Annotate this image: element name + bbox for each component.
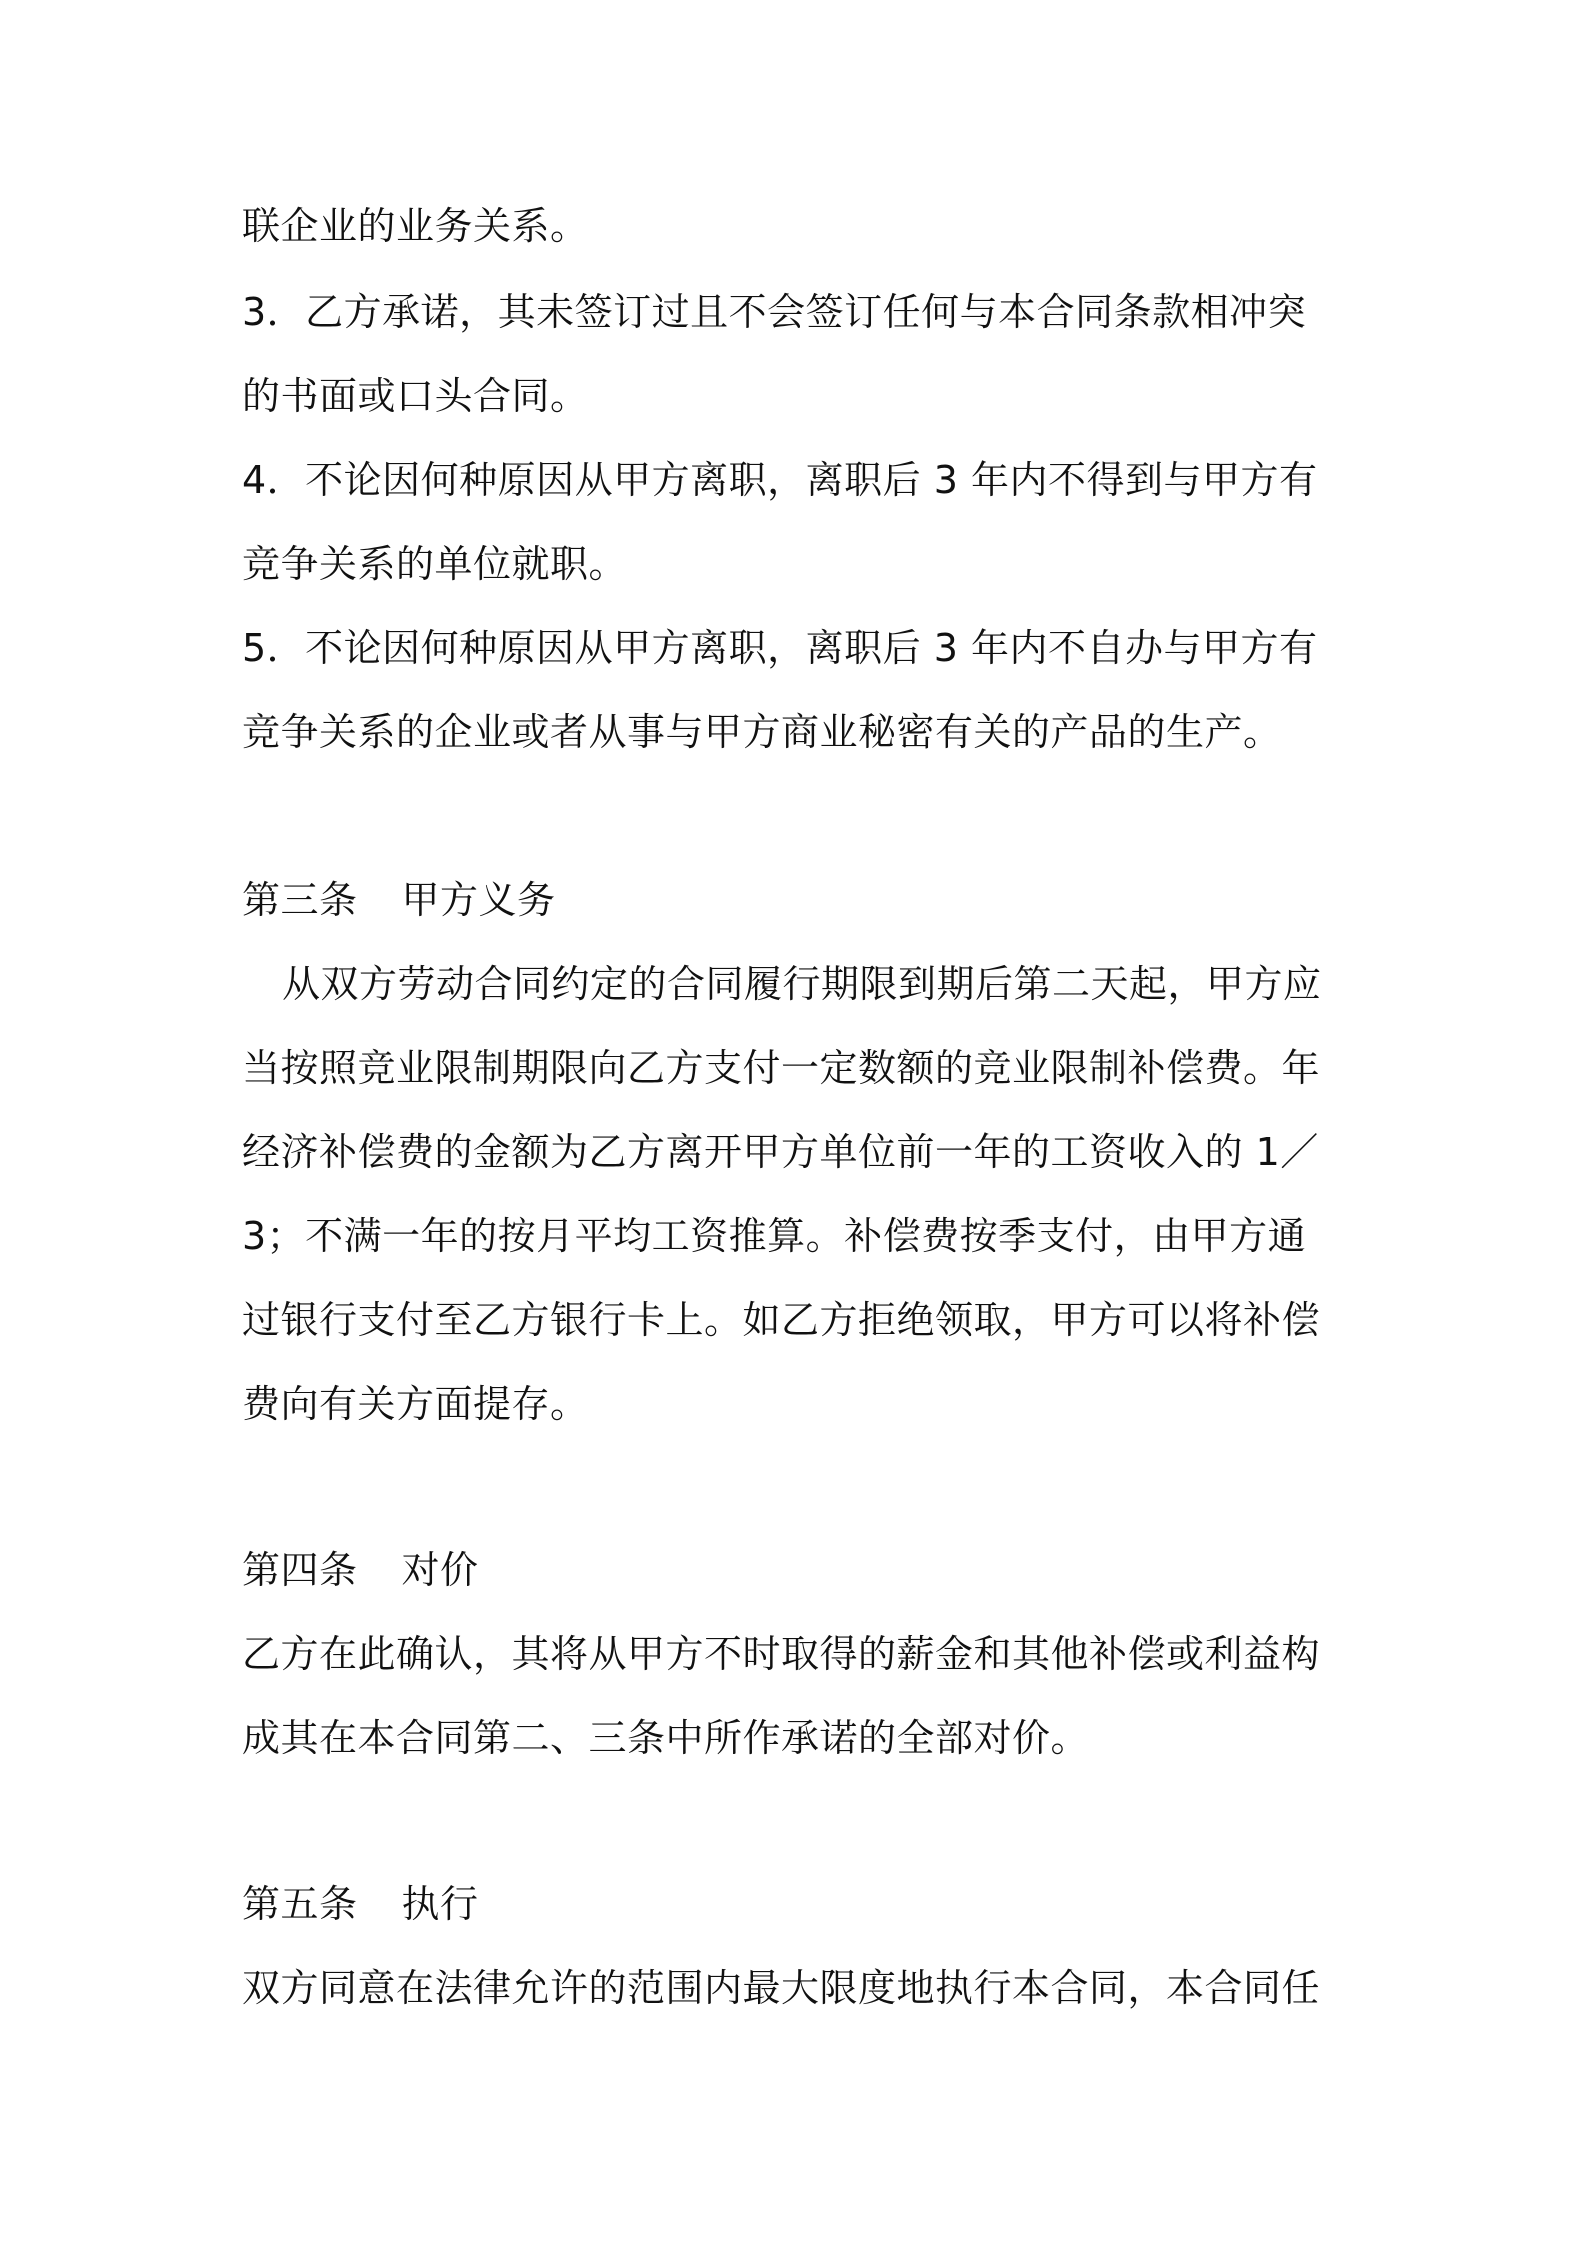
clause-4-line-2: 竞争关系的单位就职。 [242, 542, 628, 586]
article-4-title: 对价 [401, 1548, 479, 1592]
clause-5-line-2: 竞争关系的企业或者从事与甲方商业秘密有关的产品的生产。 [242, 710, 1282, 754]
article-3-line-6: 费向有关方面提存。 [242, 1382, 589, 1426]
article-3-line-4: 3；不满一年的按月平均工资推算。补偿费按季支付，由甲方通 [242, 1214, 1307, 1258]
article-3-title: 甲方义务 [401, 878, 556, 922]
article-5-line-1: 双方同意在法律允许的范围内最大限度地执行本合同，本合同任 [242, 1966, 1321, 2010]
article-3-line-3: 经济补偿费的金额为乙方离开甲方单位前一年的工资收入的 1／ [242, 1130, 1319, 1174]
clause-4-line-1: 4．不论因何种原因从甲方离职，离职后 3 年内不得到与甲方有 [242, 458, 1318, 502]
article-4-line-1: 乙方在此确认，其将从甲方不时取得的薪金和其他补偿或利益构 [242, 1632, 1321, 1676]
clause-5-line-1: 5．不论因何种原因从甲方离职，离职后 3 年内不自办与甲方有 [242, 626, 1318, 670]
article-4-heading [242, 1546, 1362, 1594]
article-5-heading [242, 1880, 1362, 1928]
article-4-number: 第四条 [242, 1548, 358, 1592]
clause-3-line-1: 3．乙方承诺，其未签订过且不会签订任何与本合同条款相冲突 [242, 290, 1307, 334]
clause-3-line-2: 的书面或口头合同。 [242, 374, 589, 418]
article-3-line-1: 从双方劳动合同约定的合同履行期限到期后第二天起，甲方应 [282, 962, 1322, 1006]
article-3-number: 第三条 [242, 878, 358, 922]
article-5-number: 第五条 [242, 1882, 358, 1926]
article-3-line-2: 当按照竞业限制期限向乙方支付一定数额的竞业限制补偿费。年 [242, 1046, 1321, 1090]
article-3-line-5: 过银行支付至乙方银行卡上。如乙方拒绝领取，甲方可以将补偿 [242, 1298, 1321, 1342]
article-4-line-2: 成其在本合同第二、三条中所作承诺的全部对价。 [242, 1716, 1090, 1760]
article-3-heading [242, 876, 1362, 924]
paragraph-line: 联企业的业务关系。 [242, 204, 589, 248]
article-5-title: 执行 [401, 1882, 479, 1926]
